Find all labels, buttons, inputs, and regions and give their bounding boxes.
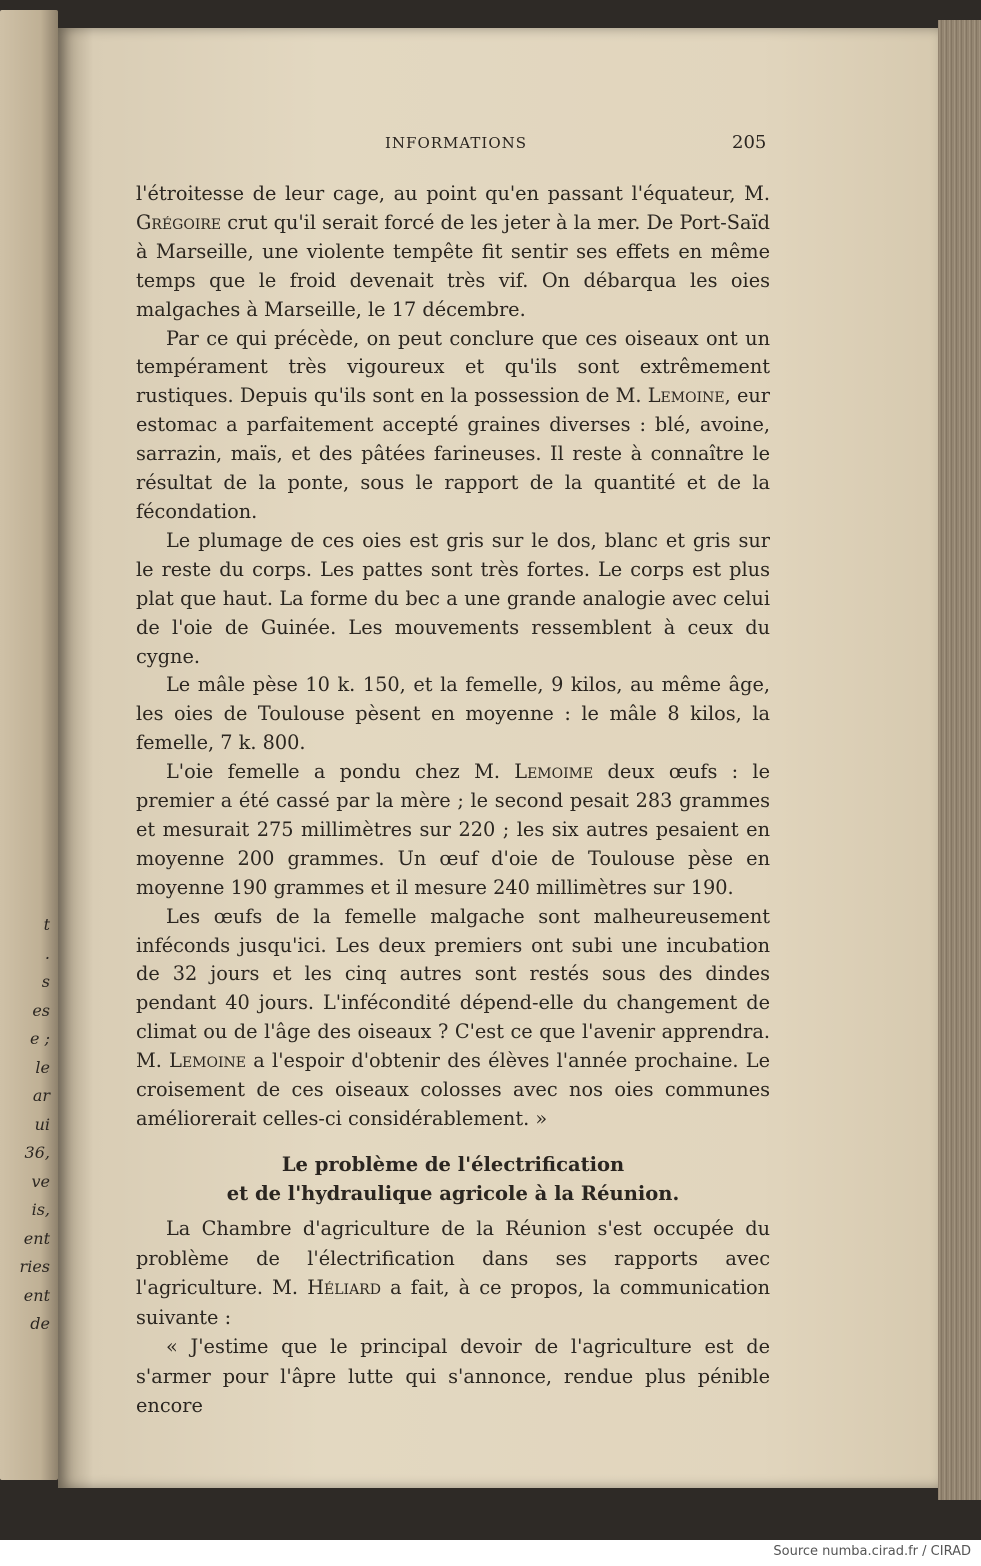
section-title-line-2: et de l'hydraulique agricole à la Réunion. <box>226 1182 680 1205</box>
text-run: L'oie femelle a pondu chez M. <box>166 760 515 784</box>
text-run: , eur estomac a parfaitement accepté graines diverses : blé, avoine, sarrazin, maïs, et des pâtées farineuses. Il reste à connaître le résultat de la ponte, sous le rapport de la quantité et de la fécondation. <box>136 384 770 523</box>
section-title <box>136 1150 770 1208</box>
running-head: INFORMATIONS <box>385 134 528 152</box>
paragraph <box>136 671 770 758</box>
left-page-fragment: t <box>43 915 50 934</box>
left-page-fragment: es <box>32 1000 50 1020</box>
left-page-fragment: de <box>30 1314 50 1333</box>
text-run: deux œufs : le premier a été cassé par la mère ; le second pesait 283 grammes et mesurait 275 millimètres sur 220 ; les six autres pesaient en moyenne 200 grammes. Un œuf d'oie de Toulouse pèse en moyenne 190 grammes et il mesure 240 millimètres sur 190. <box>136 760 770 899</box>
left-page-fragment: ve <box>31 1171 50 1191</box>
left-page-fragment: s <box>41 972 50 991</box>
text-run: La Chambre d'agriculture de la Réunion s'est occupée du problème de l'électrification dans ses rapports avec l'agriculture. M. <box>136 1217 770 1299</box>
paragraph <box>136 1332 770 1421</box>
person-name: Grégoire <box>136 210 222 234</box>
left-page-fragment: e ; <box>30 1029 50 1048</box>
section-title-line-1: Le problème de l'électrification <box>281 1153 625 1176</box>
paragraph <box>136 325 770 527</box>
text-run: l'étroitesse de leur cage, au point qu'en passant l'équateur, M. <box>136 182 770 205</box>
left-page-fragment: 36, <box>24 1143 50 1162</box>
body-text <box>136 180 770 1134</box>
left-page-fragment: is, <box>31 1200 50 1219</box>
page-number: 205 <box>732 132 767 153</box>
paragraph <box>136 1214 770 1332</box>
person-name: Lemoine <box>169 1049 246 1073</box>
source-credit: Source numba.cirad.fr / CIRAD <box>773 1544 971 1559</box>
paragraph <box>136 180 770 325</box>
left-page-fragment: ent <box>23 1285 50 1305</box>
left-page-edge <box>0 10 58 1480</box>
paragraph <box>136 903 770 1134</box>
page-fore-edge <box>938 20 981 1500</box>
left-page-fragment: ries <box>19 1257 50 1276</box>
text-run: a l'espoir d'obtenir des élèves l'année prochaine. Le croisement de ces oiseaux colosses avec nos oies communes améliorerait celles-ci considérablement. » <box>136 1049 770 1130</box>
text-run: Par ce qui précède, on peut conclure que ces oiseaux ont un tempérament très vigoureux et qu'ils sont extrêmement rustiques. Depuis qu'ils sont en la possession de M. <box>136 326 770 408</box>
left-page-fragment: ent <box>23 1228 50 1248</box>
left-page-fragment: le <box>35 1057 50 1077</box>
text-run: « J'estime que le principal devoir de l'agriculture est de s'armer pour l'âpre lutte qui s'annonce, rendue plus pénible encore <box>136 1335 770 1417</box>
text-run: Les œufs de la femelle malgache sont malheureusement inféconds jusqu'ici. Les deux premiers ont subi une incubation de 32 jours et les cinq autres sont restés sous des dindes pendant 40 jours. L'infécondité dépend-elle du changement de climat ou de l'âge des oiseaux ? C'est ce que l'avenir apprendra. M. <box>136 904 770 1073</box>
paragraph <box>136 758 770 903</box>
text-run: a fait, à ce propos, la communication suivante : <box>136 1276 771 1329</box>
text-run: Le plumage de ces oies est gris sur le dos, blanc et gris sur le reste du corps. Les pattes sont très fortes. Le corps est plus plat que haut. La forme du bec a une grande analogie avec celui de l'oie de Guinée. Les mouvements ressemblent à ceux du cygne. <box>136 528 770 668</box>
person-name: Lemoime <box>514 760 594 784</box>
left-page-fragment: . <box>44 943 50 963</box>
body-text-2 <box>136 1214 770 1421</box>
left-page-fragment: ar <box>32 1086 50 1105</box>
source-bar <box>0 1540 981 1566</box>
person-name: Lemoine <box>647 384 725 408</box>
person-name: Héliard <box>307 1276 381 1299</box>
left-page-fragment: ui <box>34 1114 50 1134</box>
paragraph <box>136 527 770 672</box>
text-run: crut qu'il serait forcé de les jeter à la mer. De Port-Saïd à Marseille, une violente tempête fit sentir ses effets en même temps que le froid devenait très vif. On débarqua les oies malgaches à Marseille, le 17 décembre. <box>136 210 770 321</box>
text-run: Le mâle pèse 10 k. 150, et la femelle, 9 kilos, au même âge, les oies de Toulouse pèsent en moyenne : le mâle 8 kilos, la femelle, 7 k. 800. <box>136 673 770 755</box>
